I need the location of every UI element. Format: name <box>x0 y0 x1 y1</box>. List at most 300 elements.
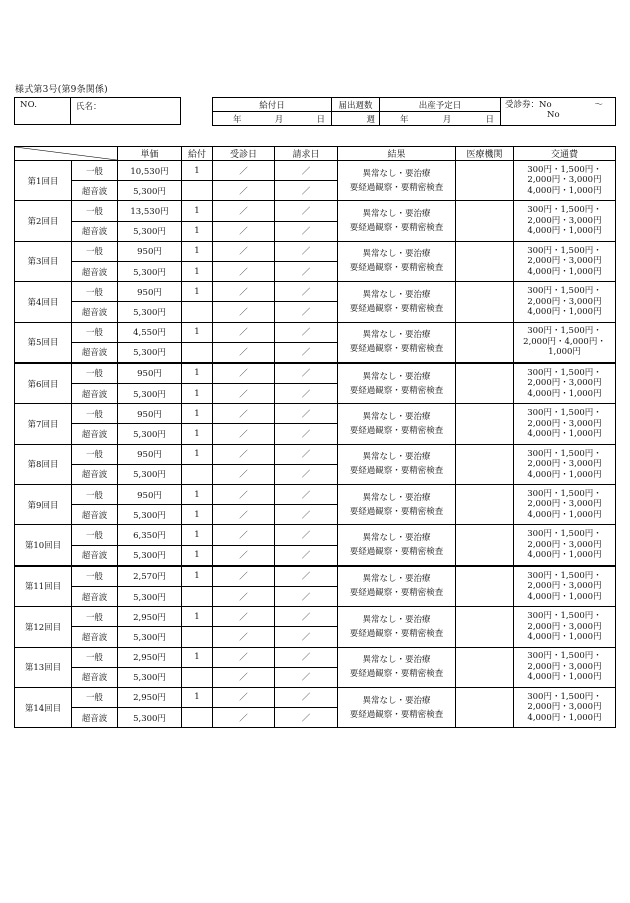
round-label: 第3回目 <box>15 241 72 281</box>
transport-fee-options[interactable] <box>514 485 616 525</box>
no-field[interactable] <box>15 98 71 125</box>
exam-date-ultrasound[interactable]: ／ <box>213 505 275 525</box>
unit-price-general: 4,550円 <box>118 322 182 342</box>
type-general: 一般 <box>72 404 118 424</box>
type-general: 一般 <box>72 161 118 181</box>
transport-fee-line: 4,000円・1,000円 <box>527 712 602 723</box>
transport-fee-line: 300円・1,500円・ <box>527 367 602 378</box>
type-general: 一般 <box>72 647 118 667</box>
round-label: 第8回目 <box>15 444 72 484</box>
type-ultrasound: 超音波 <box>72 545 118 566</box>
benefit-general[interactable]: 1 <box>182 647 213 667</box>
type-general: 一般 <box>72 687 118 707</box>
claim-date-ultrasound[interactable]: ／ <box>275 586 338 606</box>
type-ultrasound: 超音波 <box>72 424 118 444</box>
round-label: 第9回目 <box>15 485 72 525</box>
transport-fee-line: 1,000円 <box>548 347 581 358</box>
transport-fee-options[interactable] <box>514 647 616 687</box>
medical-institution-field[interactable] <box>456 322 514 363</box>
ticket-label: 受診券：No <box>505 100 552 110</box>
claim-date-general[interactable]: ／ <box>275 607 338 627</box>
ticket-field[interactable] <box>501 98 616 126</box>
benefit-ultrasound[interactable] <box>182 586 213 606</box>
exam-date-general[interactable]: ／ <box>213 525 275 545</box>
transport-fee-line: 2,000円・3,000円 <box>527 581 602 592</box>
result-line-2: 要経過観察・要精密検査 <box>349 344 444 355</box>
transport-fee-options[interactable] <box>514 687 616 727</box>
type-general: 一般 <box>72 201 118 221</box>
benefit-general[interactable]: 1 <box>182 525 213 545</box>
checkup-table <box>14 146 616 728</box>
exam-date-ultrasound[interactable]: ／ <box>213 181 275 201</box>
result-options[interactable] <box>338 566 456 607</box>
result-options[interactable] <box>338 607 456 647</box>
result-line-1: 異常なし・要治療 <box>362 249 431 260</box>
unit-price-ultrasound: 5,300円 <box>118 384 182 404</box>
benefit-general[interactable]: 1 <box>182 201 213 221</box>
exam-date-ultrasound[interactable]: ／ <box>213 424 275 444</box>
result-line-1: 異常なし・要治療 <box>362 209 431 220</box>
claim-date-general[interactable]: ／ <box>275 485 338 505</box>
claim-date-general[interactable]: ／ <box>275 444 338 464</box>
transport-fee-line: 300円・1,500円・ <box>527 286 602 297</box>
exam-date-ultrasound[interactable]: ／ <box>213 302 275 322</box>
checkup-row-general <box>15 525 616 545</box>
checkup-row-general <box>15 687 616 707</box>
transport-fee-line: 4,000円・1,000円 <box>527 550 602 561</box>
round-label: 第10回目 <box>15 525 72 566</box>
transport-fee-line: 4,000円・1,000円 <box>527 591 602 602</box>
benefit-general[interactable]: 1 <box>182 485 213 505</box>
unit-price-general: 2,950円 <box>118 687 182 707</box>
benefit-ultrasound[interactable]: 1 <box>182 221 213 241</box>
transport-fee-line: 2,000円・3,000円 <box>527 296 602 307</box>
unit-price-ultrasound: 5,300円 <box>118 667 182 687</box>
transport-fee-line: 4,000円・1,000円 <box>527 429 602 440</box>
name-field[interactable] <box>71 98 181 125</box>
transport-fee-options[interactable] <box>514 525 616 566</box>
round-label: 第4回目 <box>15 282 72 322</box>
benefit-ultrasound[interactable]: 1 <box>182 424 213 444</box>
transport-fee-line: 300円・1,500円・ <box>527 488 602 499</box>
header-transport-fee: 交通費 <box>514 147 616 161</box>
benefit-general[interactable]: 1 <box>182 404 213 424</box>
transport-fee-line: 4,000円・1,000円 <box>527 388 602 399</box>
payment-date-label: 給付日 <box>213 98 332 112</box>
benefit-ultrasound[interactable] <box>182 627 213 647</box>
benefit-ultrasound[interactable] <box>182 302 213 322</box>
unit-price-general: 950円 <box>118 485 182 505</box>
result-line-2: 要経過観察・要精密検査 <box>349 588 444 599</box>
exam-date-ultrasound[interactable]: ／ <box>213 464 275 484</box>
exam-date-ultrasound[interactable]: ／ <box>213 384 275 404</box>
claim-date-ultrasound[interactable]: ／ <box>275 464 338 484</box>
result-options[interactable] <box>338 201 456 241</box>
diagonal-line <box>15 147 117 160</box>
transport-fee-line: 300円・1,500円・ <box>527 245 602 256</box>
claim-date-general[interactable]: ／ <box>275 404 338 424</box>
exam-date-ultrasound[interactable]: ／ <box>213 667 275 687</box>
exam-date-general[interactable]: ／ <box>213 444 275 464</box>
type-ultrasound: 超音波 <box>72 464 118 484</box>
transport-fee-line: 2,000円・3,000円 <box>527 539 602 550</box>
checkup-row-general <box>15 201 616 221</box>
result-options[interactable] <box>338 687 456 727</box>
transport-fee-line: 300円・1,500円・ <box>527 164 602 175</box>
result-line-2: 要経過観察・要精密検査 <box>349 223 444 234</box>
benefit-ultrasound[interactable] <box>182 667 213 687</box>
type-ultrasound: 超音波 <box>72 384 118 404</box>
medical-institution-field[interactable] <box>456 647 514 687</box>
benefit-general[interactable]: 1 <box>182 241 213 261</box>
exam-date-ultrasound[interactable]: ／ <box>213 545 275 566</box>
result-line-2: 要経過観察・要精密検査 <box>349 263 444 274</box>
type-general: 一般 <box>72 322 118 342</box>
transport-fee-options[interactable] <box>514 363 616 404</box>
transport-fee-options[interactable] <box>514 161 616 201</box>
exam-date-ultrasound[interactable]: ／ <box>213 342 275 363</box>
result-options[interactable] <box>338 485 456 525</box>
unit-price-ultrasound: 5,300円 <box>118 586 182 606</box>
checkup-row-general <box>15 607 616 627</box>
weeks-unit: 週 <box>366 114 375 125</box>
benefit-general[interactable]: 1 <box>182 161 213 181</box>
transport-fee-options[interactable] <box>514 566 616 607</box>
transport-fee-line: 2,000円・3,000円 <box>527 215 602 226</box>
benefit-general[interactable]: 1 <box>182 322 213 342</box>
unit-price-general: 2,570円 <box>118 566 182 587</box>
claim-date-ultrasound[interactable]: ／ <box>275 221 338 241</box>
claim-date-general[interactable]: ／ <box>275 525 338 545</box>
transport-fee-line: 2,000円・3,000円 <box>527 459 602 470</box>
claim-date-ultrasound[interactable]: ／ <box>275 667 338 687</box>
type-general: 一般 <box>72 363 118 384</box>
unit-price-ultrasound: 5,300円 <box>118 627 182 647</box>
result-line-1: 異常なし・要治療 <box>362 533 431 544</box>
benefit-ultrasound[interactable] <box>182 708 213 728</box>
checkup-row-general <box>15 485 616 505</box>
medical-institution-field[interactable] <box>456 363 514 404</box>
type-ultrasound: 超音波 <box>72 221 118 241</box>
result-line-2: 要経過観察・要精密検査 <box>349 628 444 639</box>
transport-fee-line: 4,000円・1,000円 <box>527 266 602 277</box>
result-line-1: 異常なし・要治療 <box>362 655 431 666</box>
exam-date-general[interactable]: ／ <box>213 201 275 221</box>
result-options[interactable] <box>338 161 456 201</box>
exam-date-ultrasound[interactable]: ／ <box>213 261 275 281</box>
claim-date-ultrasound[interactable]: ／ <box>275 342 338 363</box>
result-line-1: 異常なし・要治療 <box>362 330 431 341</box>
exam-date-general[interactable]: ／ <box>213 566 275 587</box>
type-ultrasound: 超音波 <box>72 586 118 606</box>
type-ultrasound: 超音波 <box>72 302 118 322</box>
unit-price-ultrasound: 5,300円 <box>118 181 182 201</box>
exam-date-ultrasound[interactable]: ／ <box>213 586 275 606</box>
due-month-unit: 月 <box>442 114 452 125</box>
header-medical-institution: 医療機関 <box>456 147 514 161</box>
round-label: 第13回目 <box>15 647 72 687</box>
claim-date-general[interactable]: ／ <box>275 201 338 221</box>
transport-fee-line: 4,000円・1,000円 <box>527 469 602 480</box>
result-line-2: 要経過観察・要精密検査 <box>349 506 444 517</box>
transport-fee-line: 2,000円・3,000円 <box>527 499 602 510</box>
result-options[interactable] <box>338 363 456 404</box>
claim-date-general[interactable]: ／ <box>275 161 338 181</box>
unit-price-ultrasound: 5,300円 <box>118 302 182 322</box>
result-line-2: 要経過観察・要精密検査 <box>349 709 444 720</box>
medical-institution-field[interactable] <box>456 607 514 647</box>
transport-fee-options[interactable] <box>514 404 616 444</box>
unit-price-ultrasound: 5,300円 <box>118 221 182 241</box>
round-label: 第5回目 <box>15 322 72 363</box>
type-general: 一般 <box>72 566 118 587</box>
claim-date-ultrasound[interactable]: ／ <box>275 384 338 404</box>
due-year-unit: 年 <box>400 114 409 125</box>
benefit-general[interactable]: 1 <box>182 444 213 464</box>
unit-price-general: 950円 <box>118 363 182 384</box>
unit-price-general: 950円 <box>118 241 182 261</box>
unit-price-general: 13,530円 <box>118 201 182 221</box>
benefit-general[interactable]: 1 <box>182 566 213 587</box>
unit-price-ultrasound: 5,300円 <box>118 708 182 728</box>
header-unit-price: 単価 <box>118 147 182 161</box>
unit-price-ultrasound: 5,300円 <box>118 505 182 525</box>
header-benefit: 給付 <box>182 147 213 161</box>
result-line-1: 異常なし・要治療 <box>362 492 431 503</box>
due-date-label: 出産予定日 <box>380 98 501 112</box>
medical-institution-field[interactable] <box>456 161 514 201</box>
result-line-1: 異常なし・要治療 <box>362 371 431 382</box>
type-general: 一般 <box>72 241 118 261</box>
unit-price-general: 2,950円 <box>118 607 182 627</box>
payment-date-field[interactable] <box>213 112 332 126</box>
transport-fee-line: 4,000円・1,000円 <box>527 632 602 643</box>
medical-institution-field[interactable] <box>456 525 514 566</box>
benefit-general[interactable]: 1 <box>182 607 213 627</box>
transport-fee-options[interactable] <box>514 241 616 281</box>
unit-price-general: 2,950円 <box>118 647 182 667</box>
claim-date-general[interactable]: ／ <box>275 687 338 707</box>
payment-month-unit: 月 <box>274 114 284 125</box>
type-ultrasound: 超音波 <box>72 667 118 687</box>
round-label: 第12回目 <box>15 607 72 647</box>
exam-date-ultrasound[interactable]: ／ <box>213 627 275 647</box>
medical-institution-field[interactable] <box>456 687 514 727</box>
medical-institution-field[interactable] <box>456 282 514 322</box>
claim-date-ultrasound[interactable]: ／ <box>275 302 338 322</box>
benefit-ultrasound[interactable] <box>182 342 213 363</box>
round-label: 第2回目 <box>15 201 72 241</box>
payment-day-unit: 日 <box>316 114 325 125</box>
transport-fee-line: 300円・1,500円・ <box>527 570 602 581</box>
unit-price-general: 950円 <box>118 444 182 464</box>
type-general: 一般 <box>72 607 118 627</box>
due-day-unit: 日 <box>485 114 494 125</box>
round-label: 第14回目 <box>15 687 72 727</box>
exam-date-general[interactable]: ／ <box>213 282 275 302</box>
claim-date-ultrasound[interactable]: ／ <box>275 627 338 647</box>
type-general: 一般 <box>72 525 118 545</box>
result-options[interactable] <box>338 282 456 322</box>
claim-date-general[interactable]: ／ <box>275 647 338 667</box>
transport-fee-line: 300円・1,500円・ <box>527 691 602 702</box>
result-line-1: 異常なし・要治療 <box>362 614 431 625</box>
claim-date-general[interactable]: ／ <box>275 363 338 384</box>
medical-institution-field[interactable] <box>456 404 514 444</box>
weeks-field[interactable] <box>332 112 380 126</box>
exam-date-ultrasound[interactable]: ／ <box>213 708 275 728</box>
result-line-2: 要経過観察・要精密検査 <box>349 669 444 680</box>
medical-institution-field[interactable] <box>456 444 514 484</box>
result-line-2: 要経過観察・要精密検査 <box>349 425 444 436</box>
corner-diagonal-cell <box>15 147 118 161</box>
ticket-tilde: 〜 <box>594 100 603 110</box>
exam-date-general[interactable]: ／ <box>213 322 275 342</box>
round-label: 第6回目 <box>15 363 72 404</box>
exam-date-general[interactable]: ／ <box>213 687 275 707</box>
transport-fee-line: 300円・1,500円・ <box>527 529 602 540</box>
transport-fee-line: 2,000円・3,000円 <box>527 702 602 713</box>
type-ultrasound: 超音波 <box>72 181 118 201</box>
benefit-ultrasound[interactable] <box>182 464 213 484</box>
medical-institution-field[interactable] <box>456 566 514 607</box>
type-ultrasound: 超音波 <box>72 261 118 281</box>
exam-date-general[interactable]: ／ <box>213 607 275 627</box>
checkup-row-general <box>15 322 616 342</box>
type-ultrasound: 超音波 <box>72 708 118 728</box>
transport-fee-line: 4,000円・1,000円 <box>527 307 602 318</box>
claim-date-general[interactable]: ／ <box>275 322 338 342</box>
transport-fee-options[interactable] <box>514 201 616 241</box>
benefit-general[interactable]: 1 <box>182 687 213 707</box>
transport-fee-line: 4,000円・1,000円 <box>527 226 602 237</box>
claim-date-ultrasound[interactable]: ／ <box>275 545 338 566</box>
transport-fee-line: 4,000円・1,000円 <box>527 509 602 520</box>
unit-price-general: 10,530円 <box>118 161 182 181</box>
medical-institution-field[interactable] <box>456 201 514 241</box>
result-line-1: 異常なし・要治療 <box>362 695 431 706</box>
claim-date-ultrasound[interactable]: ／ <box>275 505 338 525</box>
result-options[interactable] <box>338 444 456 484</box>
result-line-2: 要経過観察・要精密検査 <box>349 466 444 477</box>
header-claim-date: 請求日 <box>275 147 338 161</box>
result-options[interactable] <box>338 525 456 566</box>
result-line-1: 異常なし・要治療 <box>362 168 431 179</box>
transport-fee-line: 300円・1,500円・ <box>527 448 602 459</box>
benefit-ultrasound[interactable]: 1 <box>182 384 213 404</box>
checkup-row-general <box>15 444 616 464</box>
exam-date-general[interactable]: ／ <box>213 404 275 424</box>
checkup-row-general <box>15 282 616 302</box>
id-name-box <box>14 97 181 125</box>
unit-price-general: 950円 <box>118 404 182 424</box>
type-general: 一般 <box>72 444 118 464</box>
payment-year-unit: 年 <box>233 114 242 125</box>
transport-fee-options[interactable] <box>514 282 616 322</box>
result-options[interactable] <box>338 322 456 363</box>
result-options[interactable] <box>338 404 456 444</box>
claim-date-ultrasound[interactable]: ／ <box>275 708 338 728</box>
transport-fee-line: 2,000円・3,000円 <box>527 378 602 389</box>
unit-price-general: 6,350円 <box>118 525 182 545</box>
result-line-1: 異常なし・要治療 <box>362 574 431 585</box>
checkup-row-general <box>15 161 616 181</box>
checkup-row-general <box>15 241 616 261</box>
unit-price-ultrasound: 5,300円 <box>118 545 182 566</box>
transport-fee-options[interactable] <box>514 607 616 647</box>
exam-date-general[interactable]: ／ <box>213 241 275 261</box>
checkup-row-general <box>15 566 616 587</box>
transport-fee-line: 2,000円・3,000円 <box>527 621 602 632</box>
unit-price-general: 950円 <box>118 282 182 302</box>
benefit-ultrasound[interactable]: 1 <box>182 545 213 566</box>
benefit-ultrasound[interactable]: 1 <box>182 261 213 281</box>
checkup-row-general <box>15 647 616 667</box>
claim-date-ultrasound[interactable]: ／ <box>275 261 338 281</box>
claim-date-ultrasound[interactable]: ／ <box>275 424 338 444</box>
result-options[interactable] <box>338 647 456 687</box>
transport-fee-line: 300円・1,500円・ <box>527 611 602 622</box>
exam-date-general[interactable]: ／ <box>213 363 275 384</box>
medical-institution-field[interactable] <box>456 241 514 281</box>
result-options[interactable] <box>338 241 456 281</box>
claim-date-general[interactable]: ／ <box>275 282 338 302</box>
transport-fee-line: 2,000円・3,000円 <box>527 175 602 186</box>
round-label: 第7回目 <box>15 404 72 444</box>
type-general: 一般 <box>72 485 118 505</box>
transport-fee-line: 300円・1,500円・ <box>527 408 602 419</box>
round-label: 第11回目 <box>15 566 72 607</box>
checkup-row-general <box>15 363 616 384</box>
transport-fee-options[interactable] <box>514 322 616 363</box>
exam-date-general[interactable]: ／ <box>213 647 275 667</box>
benefit-general[interactable]: 1 <box>182 282 213 302</box>
exam-date-general[interactable]: ／ <box>213 161 275 181</box>
name-label: 氏名： <box>76 102 102 112</box>
transport-fee-line: 4,000円・1,000円 <box>527 185 602 196</box>
claim-date-general[interactable]: ／ <box>275 566 338 587</box>
weeks-label: 届出週数 <box>332 98 380 112</box>
result-line-2: 要経過観察・要精密検査 <box>349 303 444 314</box>
exam-date-general[interactable]: ／ <box>213 485 275 505</box>
transport-fee-options[interactable] <box>514 444 616 484</box>
ticket-no2: No <box>547 110 560 120</box>
exam-date-ultrasound[interactable]: ／ <box>213 221 275 241</box>
result-line-1: 異常なし・要治療 <box>362 411 431 422</box>
transport-fee-line: 2,000円・3,000円 <box>527 418 602 429</box>
benefit-general[interactable]: 1 <box>182 363 213 384</box>
type-ultrasound: 超音波 <box>72 342 118 363</box>
form-title: 様式第3号(第9条関係) <box>15 85 108 95</box>
unit-price-ultrasound: 5,300円 <box>118 424 182 444</box>
transport-fee-line: 300円・1,500円・ <box>527 326 602 337</box>
medical-institution-field[interactable] <box>456 485 514 525</box>
header-result: 結果 <box>338 147 456 161</box>
result-line-2: 要経過観察・要精密検査 <box>349 182 444 193</box>
unit-price-ultrasound: 5,300円 <box>118 464 182 484</box>
no-label: NO. <box>20 100 38 110</box>
claim-date-general[interactable]: ／ <box>275 241 338 261</box>
result-line-2: 要経過観察・要精密検査 <box>349 547 444 558</box>
due-date-field[interactable] <box>380 112 501 126</box>
checkup-row-general <box>15 404 616 424</box>
type-general: 一般 <box>72 282 118 302</box>
benefit-ultrasound[interactable] <box>182 181 213 201</box>
claim-date-ultrasound[interactable]: ／ <box>275 181 338 201</box>
transport-fee-line: 300円・1,500円・ <box>527 651 602 662</box>
transport-fee-line: 4,000円・1,000円 <box>527 672 602 683</box>
benefit-ultrasound[interactable]: 1 <box>182 505 213 525</box>
